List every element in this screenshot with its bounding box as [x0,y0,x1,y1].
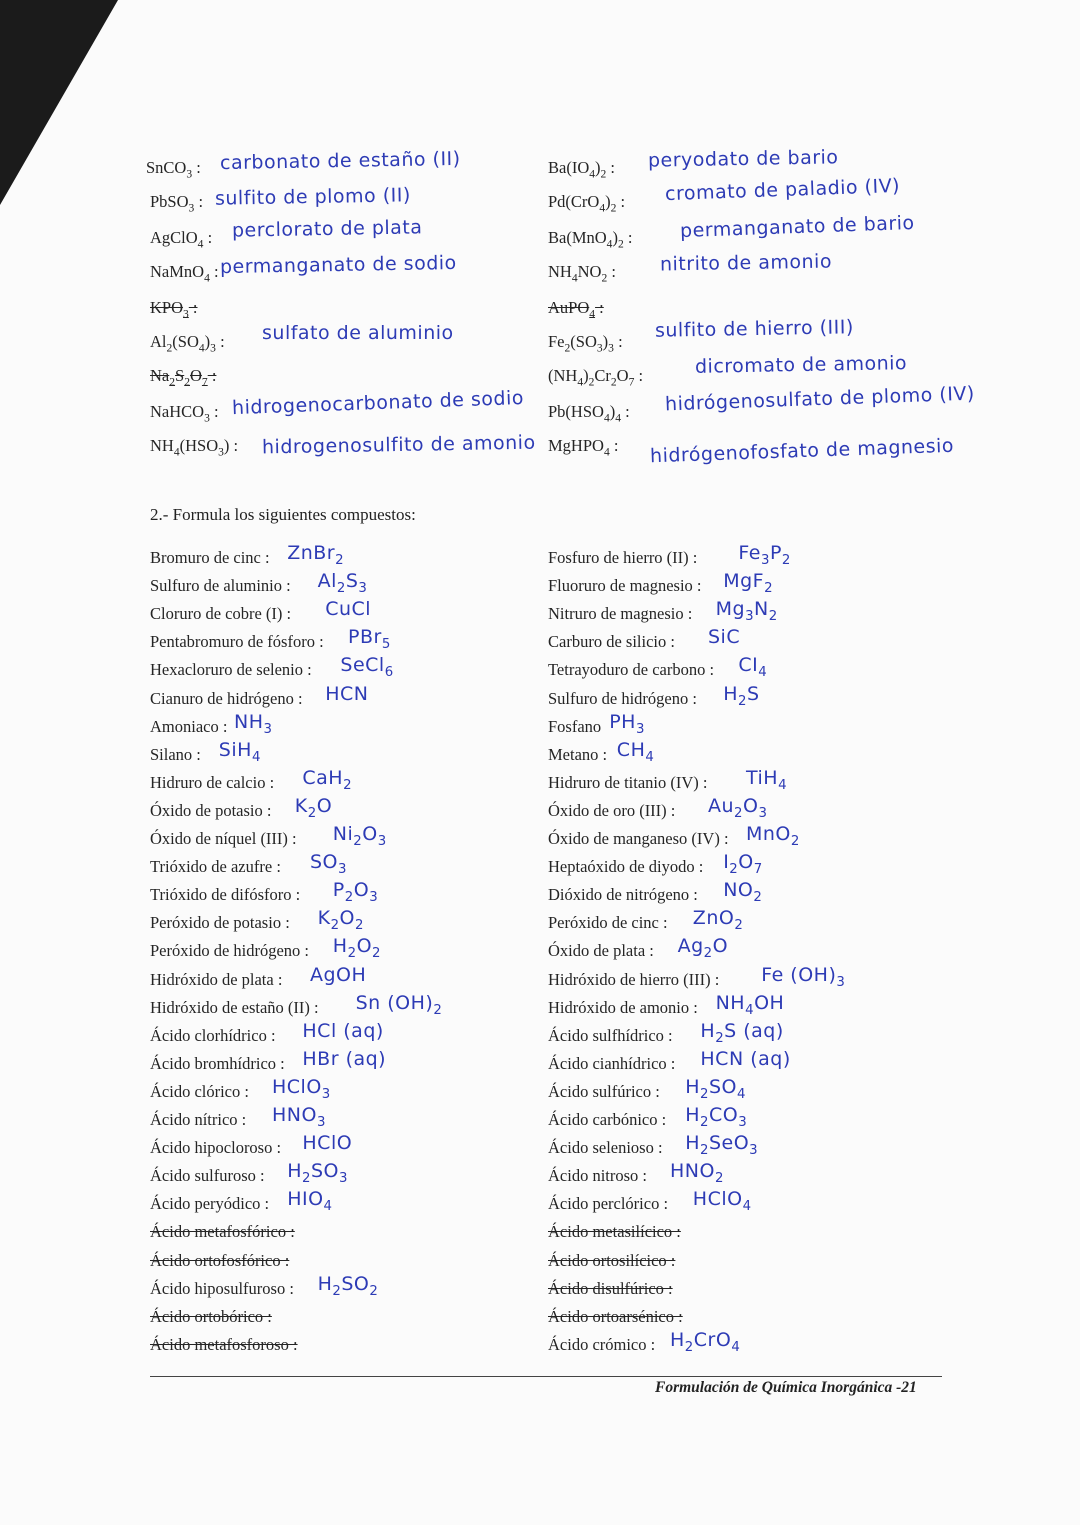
handwritten-name: carbonato de estaño (II) [219,147,461,175]
handwritten-name: peryodato de bario [647,146,839,172]
handwritten-formula: $HIO_4$ [287,1188,333,1215]
compound-name: Fosfuro de hierro (II) : [548,548,698,567]
handwritten-formula: $K_2O_2$ [317,907,364,934]
handwritten-formula: Fe $(OH)_3$ [761,963,846,990]
compound-name: Óxido de potasio : [150,800,272,820]
compound-name: Ácido nítrico : [150,1110,247,1129]
salt-formula: AuPO$_4$ : [548,298,604,321]
compound-name: Ácido cianhídrico : [548,1053,676,1073]
handwritten-formula: $H_2SO_3$ [287,1160,348,1186]
compound-name: Fosfano [548,716,602,736]
compound-name: Tetrayoduro de carbono : [548,660,715,680]
handwritten-name: hidrógenofosfato de magnesio [649,434,955,468]
compound-name: Ácido nitroso : [548,1166,647,1186]
compound-name: Ácido hipocloroso : [150,1138,282,1158]
compound-name: Silano : [150,744,201,764]
handwritten-formula: $Au_2O_3$ [708,794,768,821]
compound-name: Ácido ortosilícico : [548,1250,676,1270]
compound-name: Hidróxido de estaño (II) : [150,997,319,1017]
handwritten-name: hidrogenocarbonato de sodio [231,386,525,420]
handwritten-formula: HClO$_4$ [692,1188,752,1215]
salt-formula: MgHPO$_4$ : [548,436,619,459]
compound-name: Hidróxido de hierro (III) : [548,969,720,989]
handwritten-formula: CaH$_2$ [302,766,353,793]
compound-name: Hidróxido de plata : [150,969,283,989]
compound-name: Ácido crómico : [548,1334,656,1354]
handwritten-formula: SeCl$_6$ [340,654,394,681]
handwritten-name: sulfato de aluminio [262,322,454,344]
salt-formula: $Pd(CrO_4)_2$ : [548,192,626,215]
handwritten-formula: $Al_2S_3$ [317,570,368,596]
compound-name: Cianuro de hidrógeno : [150,688,303,708]
compound-name: Ácido ortofosfórico : [150,1250,290,1270]
handwritten-formula: $NO_2$ [723,879,763,905]
compound-name: Ácido ortoarsénico : [548,1306,683,1326]
salt-formula: $(NH_4)_2Cr_2O_7$ : [548,366,644,389]
handwritten-name: sulfito de hierro (III) [654,316,854,342]
salt-formula: $NH_4(HSO_3)$ : [150,436,239,459]
compound-name: Ácido bromhídrico : [150,1053,285,1073]
salt-formula: PbSO$_3$ : [150,192,204,215]
page-footer: Formulación de Química Inorgánica -21 [655,1379,917,1396]
salt-formula: $Ba(MnO_4)_2$ : [548,228,633,251]
salt-formula: $Al_2(SO_4)_3$ : [150,332,225,355]
handwritten-formula: SiC [708,626,741,649]
handwritten-formula: $Ag_2O$ [677,935,729,962]
handwritten-formula: $K_2O$ [294,794,333,821]
compound-name: Amoniaco : [150,716,228,736]
handwritten-formula: TiH$_4$ [746,766,788,793]
handwritten-formula: $Ni_2O_3$ [332,823,387,849]
compound-name: Hidróxido de amonio : [548,997,698,1017]
handwritten-name: cromato de paladio (IV) [664,174,901,206]
handwritten-formula: $H_2SO_4$ [685,1075,746,1102]
handwritten-formula: MgF$_2$ [723,570,774,596]
handwritten-formula: HBr (aq) [302,1047,387,1070]
handwritten-formula: ZnO$_2$ [692,907,744,934]
salt-formula: $Na_2S_2O_7$ : [150,366,217,389]
compound-name: Óxido de plata : [548,941,654,961]
handwritten-name: permanganato de bario [679,211,915,243]
handwritten-formula: $P_2O_3$ [332,879,379,905]
compound-name: Ácido clórico : [150,1081,249,1101]
compound-name: Óxido de níquel (III) : [150,829,297,848]
handwritten-formula: $PH_3$ [609,710,645,737]
compound-name: Peróxido de cinc : [548,913,668,933]
salt-formula: SnCO$_3$ : [146,158,201,181]
compound-name: Ácido sulfúrico : [548,1081,660,1101]
compound-name: Ácido sulfuroso : [150,1166,265,1186]
handwritten-formula: $HNO_3$ [272,1104,326,1130]
handwritten-formula: $CH_4$ [616,738,655,765]
handwritten-formula: $Fe_3P_2$ [738,542,791,568]
compound-name: Ácido metafosforoso : [150,1334,298,1354]
handwritten-formula: $H_2CrO_4$ [670,1328,741,1355]
compound-name: Trióxido de azufre : [150,857,281,877]
handwritten-formula: $HNO_2$ [670,1160,724,1186]
handwritten-name: nitrito de amonio [659,250,833,276]
handwritten-formula: HClO$_3$ [272,1075,331,1102]
handwritten-formula: $H_2SO_2$ [317,1272,379,1299]
handwritten-formula: SiH$_4$ [218,738,261,765]
handwritten-formula: PBr$_5$ [348,626,391,653]
compound-name: Ácido disulfúrico : [548,1278,673,1298]
handwritten-formula: HClO [302,1132,353,1155]
salt-formula: NaHCO$_3$ : [150,402,219,425]
compound-name: Ácido metafosfórico : [150,1222,295,1242]
handwritten-name: sulfito de plomo (II) [214,184,411,210]
handwritten-formula: MnO$_2$ [746,823,800,849]
handwritten-name: dicromato de amonio [694,352,908,378]
compound-name: Nitruro de magnesio : [548,604,693,624]
salt-formula: $Fe_2(SO_3)_3$ : [548,332,623,355]
handwritten-formula: $Mg_3N_2$ [715,598,778,624]
compound-name: Hidruro de titanio (IV) : [548,772,708,792]
compound-name: Ácido ortobórico : [150,1306,272,1326]
compound-name: Cloruro de cobre (I) : [150,604,292,624]
handwritten-formula: Sn $(OH)_2$ [355,991,443,1018]
handwritten-formula: $SO_3$ [310,851,347,877]
handwritten-formula: $I_2O_7$ [723,851,763,877]
compound-name: Carburo de silicio : [548,632,675,652]
compound-name: Ácido clorhídrico : [150,1025,276,1045]
compound-name: Ácido sulfhídrico : [548,1025,673,1045]
compound-name: Hidruro de calcio : [150,772,275,792]
compound-name: Pentabromuro de fósforo : [150,632,324,652]
handwritten-formula: $H_2O_2$ [332,935,381,962]
handwritten-formula: $CI_4$ [738,654,768,681]
footer-rule [150,1376,942,1377]
handwritten-formula: $H_2S$ [723,682,760,709]
salt-formula: $KPO_3$ : [150,298,198,321]
compound-name: Ácido peryódico : [150,1194,270,1214]
salt-formula: $Pb(HSO_4)_4$ : [548,402,630,425]
handwritten-formula: $NH_4OH$ [715,991,785,1018]
compound-name: Ácido metasilícico : [548,1222,681,1242]
compound-name: Bromuro de cinc : [150,548,270,567]
handwritten-formula: $H_2CO_3$ [685,1104,748,1130]
compound-name: Peróxido de hidrógeno : [150,941,310,961]
compound-name: Heptaóxido de diyodo : [548,857,704,877]
compound-name: Ácido hiposulfuroso : [150,1278,294,1298]
handwritten-formula: HCN [325,682,369,705]
compound-name: Fluoruro de magnesio : [548,576,702,596]
handwritten-name: hidrógenosulfato de plomo (IV) [664,382,976,416]
compound-name: Peróxido de potasio : [150,913,290,933]
handwritten-formula: AgOH [310,963,367,986]
compound-name: Metano : [548,744,608,764]
handwritten-name: hidrogenosulfito de amonio [261,431,536,459]
compound-name: Sulfuro de aluminio : [150,576,291,596]
handwritten-formula: $NH_3$ [234,710,273,737]
handwritten-name: perclorato de plata [231,216,423,242]
handwritten-formula: CuCl [325,598,372,621]
handwritten-formula: HCl (aq) [302,1019,384,1042]
salt-formula: $Ba(IO_4)_2$ : [548,158,616,181]
scan-corner-shadow [0,0,118,205]
salt-formula: NaMnO$_4$ : [150,262,219,285]
handwritten-formula: HCN (aq) [700,1047,791,1070]
compound-name: Óxido de manganeso (IV) : [548,829,729,848]
handwritten-name: permanganato de sodio [219,251,457,279]
handwritten-formula: ZnBr$_2$ [287,542,345,568]
compound-name: Ácido carbónico : [548,1110,667,1129]
section-2-title: 2.- Formula los siguientes compuestos: [150,505,416,524]
handwritten-formula: $H_2SeO_3$ [685,1132,759,1158]
handwritten-formula: $H_2S$ (aq) [700,1019,784,1046]
compound-name: Óxido de oro (III) : [548,800,676,820]
salt-formula: AgClO$_4$ : [150,228,213,251]
compound-name: Hexacloruro de selenio : [150,660,312,680]
compound-name: Ácido perclórico : [548,1194,669,1214]
compound-name: Trióxido de difósforo : [150,885,301,905]
compound-name: Ácido selenioso : [548,1138,663,1158]
compound-name: Sulfuro de hidrógeno : [548,688,697,708]
compound-name: Dióxido de nitrógeno : [548,885,698,905]
salt-formula: $NH_4NO_2$ : [548,262,616,285]
